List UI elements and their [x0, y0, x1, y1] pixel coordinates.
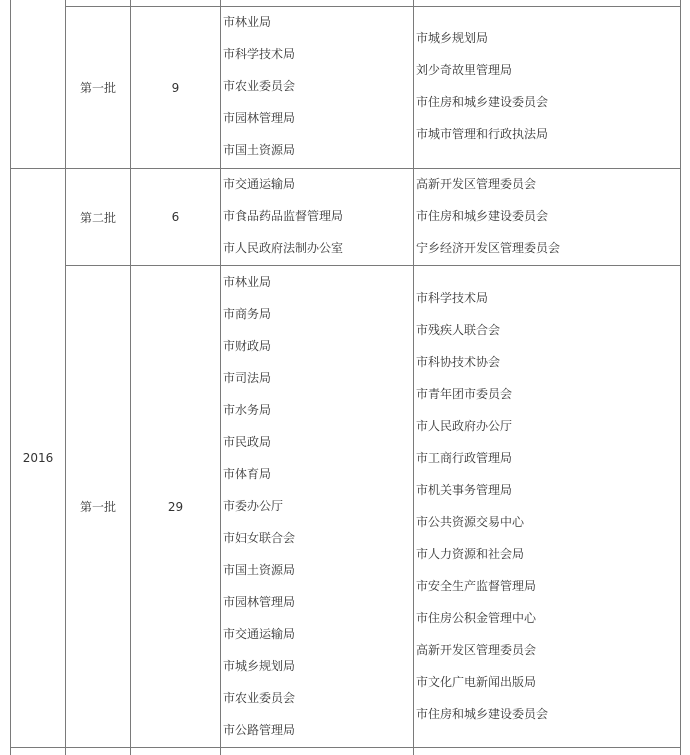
count-value: 9 — [171, 80, 180, 95]
batch-cell — [66, 266, 130, 747]
list-item: 宁乡经济开发区管理委员会 — [416, 241, 561, 255]
list-item: 市青年团市委员会 — [416, 387, 513, 401]
list-item: 市住房公积金管理中心 — [416, 611, 537, 625]
list-item: 市城市管理和行政执法局 — [416, 127, 549, 141]
col-border-4 — [413, 0, 414, 755]
list-item: 市文化广电新闻出版局 — [416, 675, 537, 689]
list-item: 市园林管理局 — [223, 111, 296, 125]
year-cell — [11, 169, 65, 747]
list-item: 市委办公厅 — [223, 499, 284, 513]
count-cell — [131, 266, 220, 747]
list-item: 市国土资源局 — [223, 563, 296, 577]
list-item: 市农业委员会 — [223, 691, 296, 705]
batch-label: 第一批 — [79, 500, 116, 514]
list-item: 市公共资源交易中心 — [416, 515, 525, 529]
list-item: 市科学技术局 — [223, 47, 296, 61]
batch-label: 第二批 — [79, 210, 116, 225]
list-item: 市人民政府办公厅 — [416, 419, 513, 433]
list-item: 市城乡规划局 — [416, 31, 489, 45]
count-value: 29 — [167, 499, 184, 514]
list-item: 市国土资源局 — [223, 143, 296, 157]
list-item: 市机关事务管理局 — [416, 483, 513, 497]
list-item: 市食品药品监督管理局 — [223, 209, 344, 223]
list-item: 市林业局 — [223, 275, 272, 289]
list-item: 刘少奇故里管理局 — [416, 63, 513, 77]
list-item: 市科学技术局 — [416, 291, 489, 305]
list-item: 市住房和城乡建设委员会 — [416, 209, 549, 223]
list-item: 高新开发区管理委员会 — [416, 177, 537, 191]
list-item: 市司法局 — [223, 371, 272, 385]
list-item: 市残疾人联合会 — [416, 323, 501, 337]
list-item: 市住房和城乡建设委员会 — [416, 95, 549, 109]
count-cell — [131, 169, 220, 265]
list-item: 市工商行政管理局 — [416, 451, 513, 465]
list-item: 市科协技术协会 — [416, 355, 501, 369]
list-item: 市交通运输局 — [223, 177, 296, 191]
count-value: 6 — [171, 210, 180, 224]
list-item: 市农业委员会 — [223, 79, 296, 93]
list-item: 市财政局 — [223, 339, 272, 353]
year-label: 2016 — [22, 451, 54, 465]
list-item: 市水务局 — [223, 403, 272, 417]
list-item: 高新开发区管理委员会 — [416, 643, 537, 657]
list-item: 市妇女联合会 — [223, 531, 296, 545]
list-item: 市园林管理局 — [223, 595, 296, 609]
list-item: 市安全生产监督管理局 — [416, 579, 537, 593]
list-item: 市公路管理局 — [223, 723, 296, 737]
count-cell — [131, 7, 220, 168]
list-item: 市体育局 — [223, 467, 272, 481]
list-item: 市人力资源和社会局 — [416, 547, 525, 561]
col-border-3 — [220, 0, 221, 755]
list-item: 市商务局 — [223, 307, 272, 321]
list-item: 市林业局 — [223, 15, 272, 29]
batch-label: 第一批 — [79, 81, 116, 95]
col-border-5 — [680, 0, 681, 755]
list-item: 市交通运输局 — [223, 627, 296, 641]
batch-cell — [66, 169, 130, 265]
row-divider-3 — [10, 747, 680, 748]
list-item: 市住房和城乡建设委员会 — [416, 707, 549, 721]
list-item: 市人民政府法制办公室 — [223, 241, 344, 255]
batch-cell — [66, 7, 130, 168]
list-item: 市城乡规划局 — [223, 659, 296, 673]
list-item: 市民政局 — [223, 435, 272, 449]
